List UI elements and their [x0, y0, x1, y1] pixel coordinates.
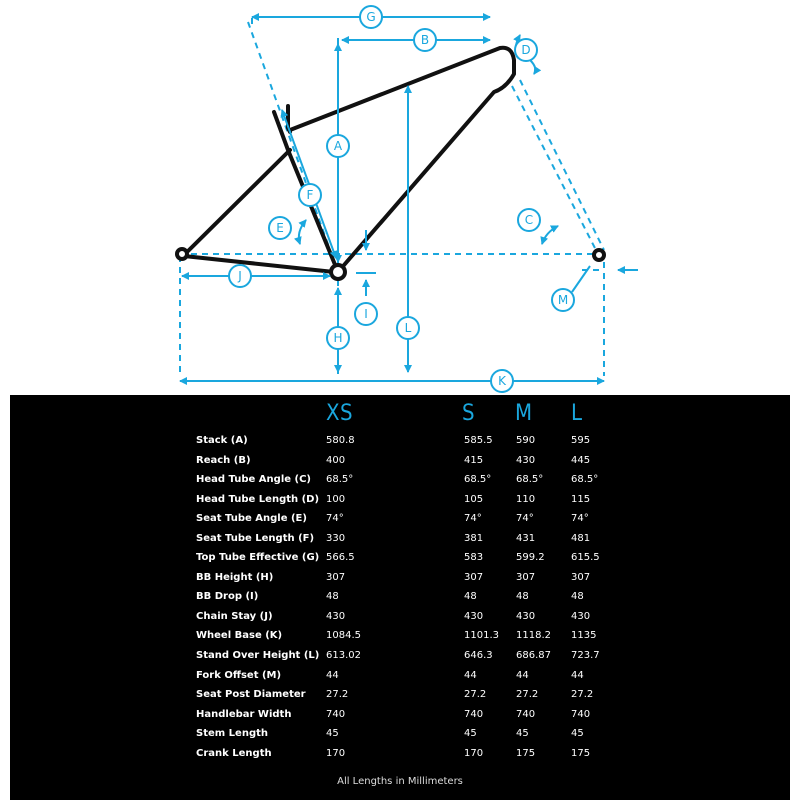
row-value-l: 48	[571, 591, 584, 603]
row-label: Handlebar Width	[196, 708, 292, 720]
svg-text:B: B	[420, 33, 430, 47]
row-value-l: 74°	[571, 513, 589, 525]
row-value-m: 590	[516, 435, 536, 446]
label-i	[355, 303, 377, 325]
front-axle	[594, 250, 604, 260]
svg-text:D: D	[521, 43, 531, 57]
geometry-diagram-svg	[0, 0, 800, 395]
row-value-l: 115	[571, 493, 591, 505]
row-value-xs: 170	[326, 747, 346, 759]
row-value-m: 48	[516, 591, 529, 603]
seat-stay	[184, 150, 290, 255]
row-value-s: 44	[464, 669, 477, 681]
geometry-diagram	[0, 0, 800, 395]
row-value-l: 740	[571, 708, 591, 720]
table-row	[10, 648, 790, 668]
label-d	[515, 39, 537, 61]
row-value-xs: 100	[326, 493, 346, 505]
row-value-xs: 27.2	[326, 689, 349, 701]
svg-text:J: J	[238, 269, 242, 283]
dim-e-angle-arc	[299, 220, 306, 244]
bike-frame	[177, 48, 604, 279]
row-value-m: 686.87	[516, 650, 551, 662]
table-row	[10, 668, 790, 688]
row-value-s: 48	[464, 591, 477, 603]
row-value-xs: 580.8	[326, 435, 355, 446]
row-value-m: 431	[516, 532, 536, 544]
row-value-m: 599.2	[516, 552, 545, 564]
row-label: Reach (B)	[196, 454, 251, 466]
size-header-m: M	[515, 401, 533, 426]
svg-text:A: A	[333, 139, 343, 153]
row-value-m: 44	[516, 669, 529, 681]
row-value-s: 170	[464, 747, 484, 759]
svg-text:M: M	[557, 293, 569, 307]
row-value-xs: 330	[326, 532, 346, 544]
row-value-s: 646.3	[464, 650, 493, 662]
size-header-s: S	[462, 401, 476, 426]
dim-c-angle-arc	[542, 226, 558, 244]
svg-text:L: L	[404, 321, 412, 335]
row-label: Head Tube Length (D)	[196, 493, 320, 505]
row-label: Seat Tube Angle (E)	[196, 513, 307, 525]
table-row	[10, 628, 790, 648]
svg-text:F: F	[306, 188, 314, 202]
row-value-s: 583	[464, 552, 484, 564]
label-f	[299, 184, 321, 206]
row-value-s: 415	[464, 454, 484, 466]
row-value-l: 68.5°	[571, 474, 599, 486]
row-value-xs: 740	[326, 708, 346, 720]
row-value-s: 381	[464, 532, 484, 544]
row-label: Seat Post Diameter	[196, 689, 306, 701]
row-label: Seat Tube Length (F)	[196, 532, 315, 544]
table-row	[10, 453, 790, 473]
row-label: Wheel Base (K)	[196, 630, 283, 642]
row-label: Stand Over Height (L)	[196, 650, 320, 662]
row-value-m: 45	[516, 728, 529, 740]
table-row	[10, 433, 790, 453]
size-header-l: L	[571, 401, 583, 426]
row-value-xs: 1084.5	[326, 630, 361, 642]
row-value-m: 307	[516, 571, 536, 583]
row-label: BB Drop (I)	[196, 591, 259, 603]
row-value-m: 430	[516, 610, 536, 622]
row-label: Crank Length	[196, 747, 272, 759]
row-value-l: 723.7	[571, 650, 600, 662]
table-row	[10, 472, 790, 492]
row-value-m: 430	[516, 454, 536, 466]
geometry-table	[10, 395, 790, 800]
dim-d-arrow-bottom	[530, 60, 535, 74]
table-row	[10, 609, 790, 629]
row-value-l: 615.5	[571, 552, 600, 564]
row-value-xs: 68.5°	[326, 474, 354, 486]
table-row	[10, 726, 790, 746]
label-e	[269, 217, 291, 239]
geometry-rows	[10, 433, 790, 765]
size-header-xs: XS	[326, 401, 354, 426]
row-value-xs: 45	[326, 728, 339, 740]
row-value-s: 68.5°	[464, 474, 492, 486]
row-value-l: 1135	[571, 630, 597, 642]
table-row	[10, 746, 790, 766]
svg-text:E: E	[276, 221, 284, 235]
table-row	[10, 570, 790, 590]
row-value-m: 74°	[516, 513, 534, 525]
row-value-xs: 48	[326, 591, 339, 603]
label-b	[414, 29, 436, 51]
row-value-m: 740	[516, 708, 536, 720]
row-value-xs: 613.02	[326, 650, 361, 662]
svg-text:K: K	[498, 374, 506, 388]
row-value-m: 110	[516, 493, 536, 505]
svg-text:G: G	[366, 10, 376, 24]
row-value-m: 1118.2	[516, 630, 551, 642]
row-value-s: 740	[464, 708, 484, 720]
row-label: Stack (A)	[196, 435, 248, 446]
table-row	[10, 589, 790, 609]
table-row	[10, 531, 790, 551]
row-value-l: 481	[571, 532, 591, 544]
label-k	[491, 370, 513, 392]
row-value-xs: 400	[326, 454, 346, 466]
row-value-s: 585.5	[464, 435, 493, 446]
row-label: Top Tube Effective (G)	[196, 552, 320, 564]
label-a	[327, 135, 349, 157]
row-value-l: 430	[571, 610, 591, 622]
row-value-l: 44	[571, 669, 584, 681]
table-row	[10, 707, 790, 727]
row-label: Fork Offset (M)	[196, 669, 282, 681]
table-row	[10, 550, 790, 570]
chain-stay	[184, 256, 334, 272]
row-label: Stem Length	[196, 728, 268, 740]
table-row	[10, 511, 790, 531]
label-g	[360, 6, 382, 28]
label-c	[518, 209, 540, 231]
label-h	[327, 327, 349, 349]
row-value-xs: 430	[326, 610, 346, 622]
label-m	[552, 289, 574, 311]
row-value-l: 175	[571, 747, 591, 759]
row-value-s: 74°	[464, 513, 482, 525]
row-value-xs: 74°	[326, 513, 344, 525]
row-label: BB Height (H)	[196, 571, 274, 583]
row-value-l: 45	[571, 728, 584, 740]
bottom-bracket	[331, 265, 345, 279]
svg-text:C: C	[524, 213, 534, 227]
row-value-l: 27.2	[571, 689, 594, 701]
row-value-l: 445	[571, 454, 591, 466]
row-value-m: 175	[516, 747, 536, 759]
row-value-s: 307	[464, 571, 484, 583]
row-value-l: 595	[571, 435, 591, 446]
label-l	[397, 317, 419, 339]
row-value-xs: 307	[326, 571, 346, 583]
dim-m-leader	[572, 266, 590, 292]
rear-axle	[177, 249, 187, 259]
row-value-s: 1101.3	[464, 630, 499, 642]
svg-text:H: H	[333, 331, 343, 345]
row-value-m: 27.2	[516, 689, 539, 701]
footnote: All Lengths in Millimeters	[337, 776, 463, 787]
table-row	[10, 492, 790, 512]
row-label: Head Tube Angle (C)	[196, 474, 311, 486]
row-value-s: 27.2	[464, 689, 487, 701]
row-value-s: 105	[464, 493, 484, 505]
row-label: Chain Stay (J)	[196, 610, 273, 622]
row-value-s: 430	[464, 610, 484, 622]
row-value-l: 307	[571, 571, 591, 583]
label-j	[229, 265, 251, 287]
row-value-xs: 44	[326, 669, 339, 681]
row-value-m: 68.5°	[516, 474, 544, 486]
table-row	[10, 687, 790, 707]
svg-text:I: I	[364, 307, 368, 321]
row-value-s: 45	[464, 728, 477, 740]
row-value-xs: 566.5	[326, 552, 355, 564]
